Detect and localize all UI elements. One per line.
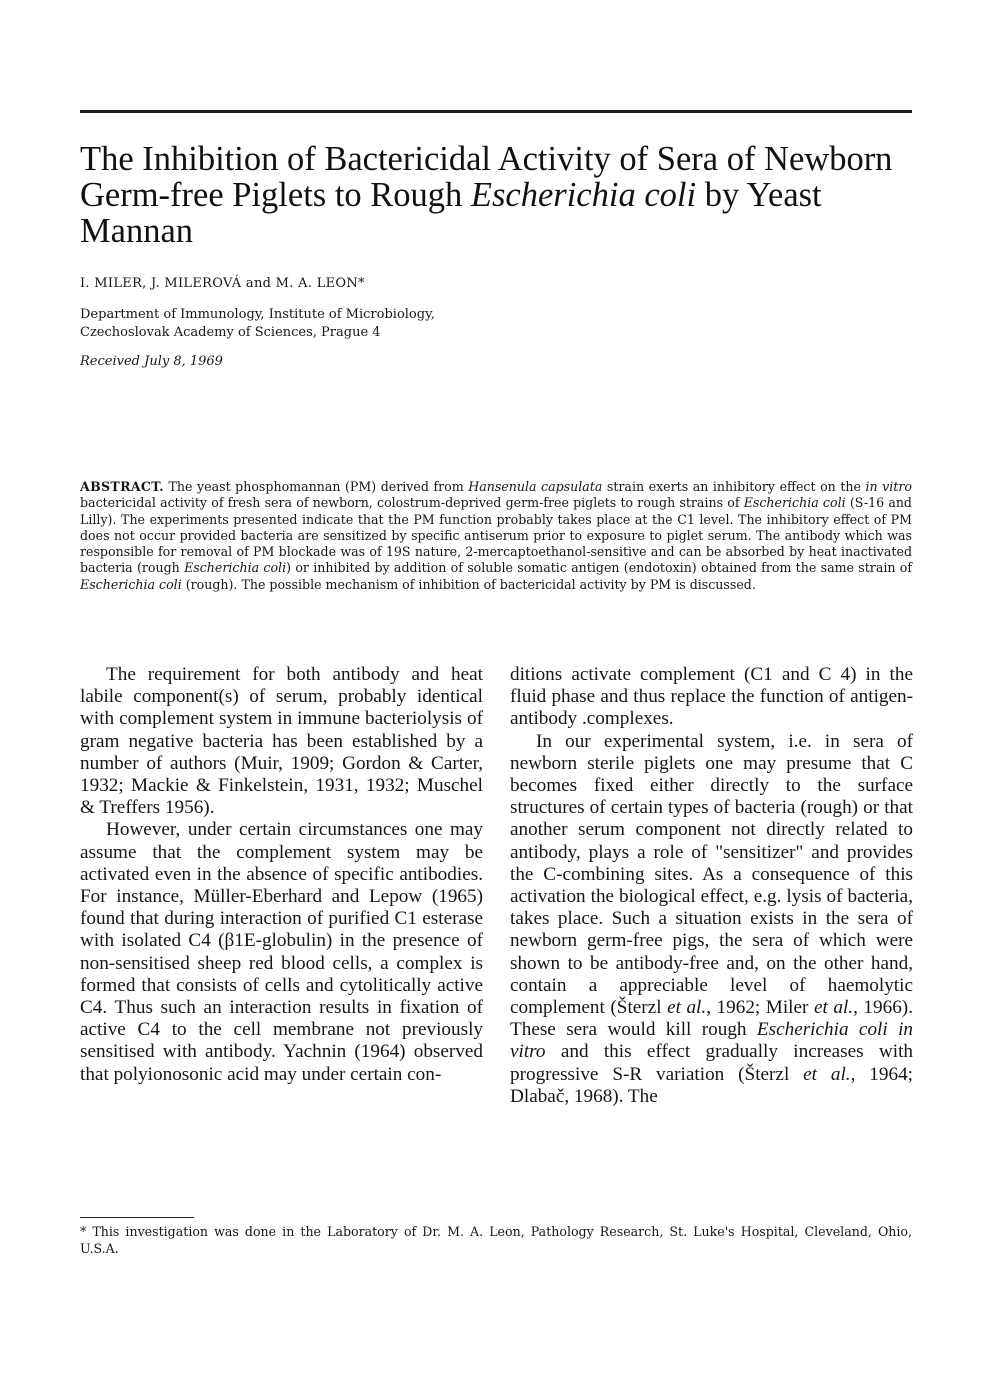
body-text: and this effect gradually increases with progressive S-R variation (Šterzl <box>510 1041 913 1085</box>
body-text: , 1962; Miler <box>706 997 814 1019</box>
received-date: Received July 8, 1969 <box>80 354 223 369</box>
top-rule <box>80 110 912 113</box>
body-italic: et al. <box>667 997 707 1019</box>
body-paragraph: ditions activate complement (C1 and C 4) in the fluid phase and thus replace the function of antigen-antibody .complexes. <box>510 664 913 730</box>
abstract-italic: Escherichia coli <box>743 495 846 511</box>
title-text: The Inhibition of Bactericidal Activity of Sera of Newborn Germ-free Piglets to Rough <box>80 140 893 214</box>
body-italic: et al. <box>803 1063 851 1085</box>
abstract-label: ABSTRACT. <box>80 479 164 494</box>
affiliation <box>80 306 640 342</box>
body-italic: Escherichia coli in vitro <box>510 1019 913 1063</box>
abstract-text: (S-16 and Lilly). The experiments presented indicate that the PM function probably takes place at the C1 level. The inhibitory effect of PM does not occur provided bacteria are sensitized by specific antiserum prior to exposure to piglet serum. The antibody which was responsible for removal of PM blockade was of 19S nature, 2-mercaptoethanol-sensitive and can be absorbed by heat inactivated bacteria (rough <box>80 495 912 576</box>
affiliation-line: Department of Immunology, Institute of Microbiology, <box>80 307 435 322</box>
abstract-text: strain exerts an inhibitory effect on the <box>602 479 866 494</box>
title-italic: Escherichia coli <box>470 176 697 214</box>
body-column-right <box>510 664 913 1108</box>
authors: I. MILER, J. MILEROVÁ and M. A. LEON* <box>80 276 365 291</box>
body-text: , 1966). These sera would kill rough <box>510 997 913 1041</box>
abstract-italic: in vitro <box>865 479 912 494</box>
abstract-text: bactericidal activity of fresh sera of newborn, colostrum-deprived germ-free piglets to rough strains of <box>80 495 744 511</box>
body-paragraph: The requirement for both antibody and heat labile component(s) of serum, probably identical with complement system in immune bacteriolysis of gram negative bacteria has been established by a number of authors (Muir, 1909; Gordon & Carter, 1932; Mackie & Finkelstein, 1931, 1932; Muschel & Treffers 1956). <box>80 664 483 819</box>
body-column-left <box>80 664 483 1086</box>
body-text: In our experimental system, i.e. in sera of newborn sterile piglets one may presume that C becomes fixed either directly to the surface structures of certain types of bacteria (rough) or that another serum component not directly related to antibody, plays a role of "sensitizer" and provides the C-combining sites. As a consequence of this activation the biological effect, e.g. lysis of bacteria, takes place. Such a situation exists in the sera of newborn germ-free pigs, the sera of which were shown to be antibody-free and, on the other hand, contain a appreciable level of haemolytic complement (Šterzl <box>510 730 913 1019</box>
abstract-text: The yeast phosphomannan (PM) derived from <box>163 479 469 494</box>
footnote-rule <box>80 1217 194 1218</box>
body-paragraph: However, under certain circumstances one may assume that the complement system may be activated even in the absence of specific antibodies. For instance, Müller-Eberhard and Lepow (1965) found that during interaction of purified C1 esterase with isolated C4 (β1E-globulin) in the presence of non-sensitised sheep red blood cells, a complex is formed that consists of cells and cytolitically active C4. Thus such an interaction results in fixation of active C4 to the cell membrane not previously sensitised with antibody. Yachnin (1964) observed that polyionosonic acid may under certain con- <box>80 819 483 1085</box>
body-italic: et al. <box>813 997 854 1019</box>
abstract-text: ) or inhibited by addition of soluble somatic antigen (endotoxin) obtained from the same strain of <box>286 560 913 576</box>
title-text-end: by Yeast Mannan <box>80 176 822 250</box>
footnote: * This investigation was done in the Laboratory of Dr. M. A. Leon, Pathology Research, St. Luke's Hospital, Cleveland, Ohio, U.S.A. <box>80 1224 912 1256</box>
abstract-italic: Escherichia coli <box>184 560 287 576</box>
abstract-italic: Escherichia coli <box>80 576 182 592</box>
paper-title <box>80 141 920 249</box>
abstract <box>80 479 912 593</box>
affiliation-line: Czechoslovak Academy of Sciences, Prague 4 <box>80 325 381 340</box>
body-paragraph <box>510 731 913 1108</box>
abstract-text: (rough). The possible mechanism of inhibition of bactericidal activity by PM is discussed. <box>181 576 756 592</box>
abstract-italic: Hansenula capsulata <box>468 479 603 494</box>
body-text: , 1964; Dlabač, 1968). The <box>510 1063 913 1107</box>
